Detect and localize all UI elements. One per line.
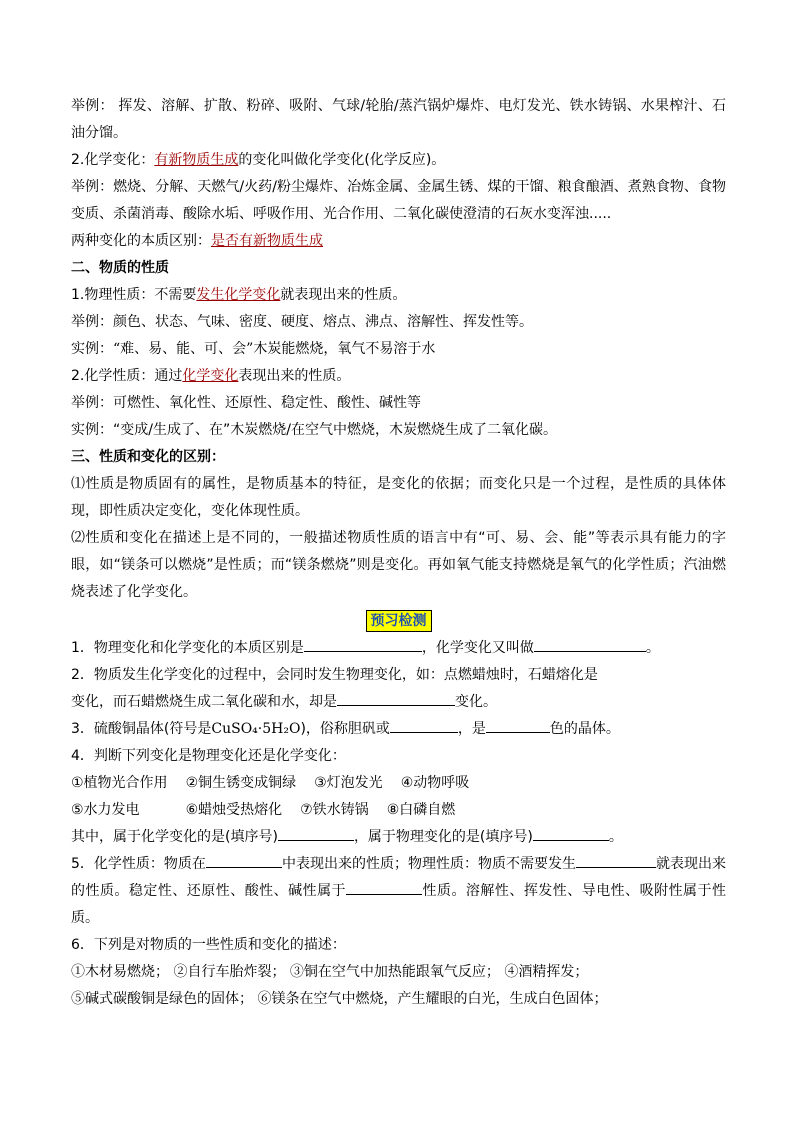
document-content bbox=[71, 93, 726, 1013]
chemical-property-case: 实例：“变成/生成了、在”木炭燃烧/在空气中燃烧，木炭燃烧生成了二氧化碳。 bbox=[71, 422, 557, 438]
text: 1.物理性质：不需要 bbox=[71, 287, 197, 303]
text: 表现出来的性质。 bbox=[238, 368, 351, 384]
item: ⑥镁条在空气中燃烧，产生耀眼的白光，生成白色固体； bbox=[257, 991, 608, 1007]
text: 2．物质发生化学变化的过程中，会同时发生物理变化，如：点燃蜡烛时，石蜡熔化是 bbox=[71, 667, 598, 683]
item: ③铜在空气中加热能跟氧气反应； bbox=[289, 964, 500, 980]
answer-blank[interactable] bbox=[534, 635, 646, 652]
question-3 bbox=[71, 716, 726, 743]
text: 变化。 bbox=[455, 694, 497, 710]
answer-blank[interactable] bbox=[346, 878, 422, 895]
difference-paragraph-1: ⑴性质是物质固有的属性，是物质基本的特征，是变化的依据；而变化只是一个过程，是性质的具体体现，即性质决定变化，变化体现性质。 bbox=[71, 476, 726, 519]
key-phrase: 是否有新物质生成 bbox=[211, 233, 323, 249]
answer-blank[interactable] bbox=[576, 851, 656, 868]
question-6-title: 6．下列是对物质的一些性质和变化的描述： bbox=[71, 937, 346, 953]
preview-check-heading bbox=[71, 606, 726, 635]
physical-property-case: 实例：“难、易、能、可、会”木炭能燃烧，氧气不易溶于水 bbox=[71, 341, 436, 357]
option: ③灯泡发光 bbox=[314, 775, 383, 791]
option: ⑦铁水铸锅 bbox=[300, 802, 369, 818]
text: 中表现出来的性质；物理性质：物质不需要发生 bbox=[281, 856, 576, 872]
question-4-options-row-2 bbox=[71, 797, 726, 824]
text: 性质。溶解性、挥发性、导电性、吸附性属于 bbox=[422, 883, 713, 899]
question-5 bbox=[71, 851, 726, 932]
text: 变化，而石蜡燃烧生成二氧化碳和水，却是 bbox=[71, 694, 337, 710]
text: ，是 bbox=[457, 721, 486, 737]
text: 的变化叫做化学变化(化学反应)。 bbox=[238, 152, 446, 168]
text: ，化学变化又叫做 bbox=[421, 640, 534, 656]
item: ②自行车胎炸裂； bbox=[173, 964, 286, 980]
text: 就表现出来的性质。稳定性、还原性、酸性、碱性属于 bbox=[71, 856, 726, 899]
question-4-title: 4．判断下列变化是物理变化还是化学变化： bbox=[71, 748, 346, 764]
text: 色的晶体。 bbox=[549, 721, 620, 737]
text: )，俗称胆矾或 bbox=[300, 721, 390, 737]
text: 5．化学性质：物质在 bbox=[71, 856, 206, 872]
question-6-items-row-1 bbox=[71, 959, 726, 986]
item: ④酒精挥发； bbox=[504, 964, 589, 980]
question-4-answer-line bbox=[71, 824, 726, 851]
option: ①植物光合作用 bbox=[71, 775, 168, 791]
chemical-change-examples: 举例：燃烧、分解、天燃气/火药/粉尘爆炸、冶炼金属、金属生锈、煤的干馏、粮食酿酒、煮熟食物、食物变质、杀菌消毒、酸除水垢、呼吸作用、光合作用、二氧化碳使澄清的石灰水变浑浊..... bbox=[71, 179, 726, 222]
answer-blank[interactable] bbox=[278, 824, 354, 841]
key-phrase: 发生化学变化 bbox=[196, 287, 281, 303]
section-heading: 三、性质和变化的区别： bbox=[71, 449, 225, 465]
text: 2.化学性质：通过 bbox=[71, 368, 183, 384]
difference-paragraph-2: ⑵性质和变化在描述上是不同的，一般描述物质性质的语言中有“可、易、会、能”等表示具有能力的字眼，如“镁条可以燃烧”是性质；而“镁条燃烧”则是变化。再如氧气能支持燃烧是氧气的化学性质；汽油燃烧表述了化学变化。 bbox=[71, 530, 726, 600]
key-phrase: 化学变化 bbox=[182, 368, 239, 384]
text: 其中，属于化学变化的是(填序号) bbox=[71, 829, 278, 845]
option: ④动物呼吸 bbox=[400, 775, 470, 791]
option: ⑤水力发电 bbox=[71, 802, 140, 818]
text: 性质。 bbox=[71, 883, 727, 926]
chemical-change-definition bbox=[71, 147, 726, 174]
answer-blank[interactable] bbox=[206, 851, 282, 868]
answer-blank[interactable] bbox=[337, 689, 455, 706]
essential-difference bbox=[71, 228, 726, 255]
answer-blank[interactable] bbox=[390, 716, 458, 733]
physical-property-examples: 举例：颜色、状态、气味、密度、硬度、熔点、沸点、溶解性、挥发性等。 bbox=[71, 314, 533, 330]
text: 两种变化的本质区别： bbox=[71, 233, 211, 249]
section-heading: 二、物质的性质 bbox=[71, 260, 169, 276]
answer-blank[interactable] bbox=[486, 716, 550, 733]
text: 就表现出来的性质。 bbox=[280, 287, 407, 303]
chemical-property-examples: 举例：可燃性、氧化性、还原性、稳定性、酸性、碱性等 bbox=[71, 395, 421, 411]
text: ，属于物理变化的是(填序号) bbox=[353, 829, 533, 845]
question-4-options-row-1 bbox=[71, 770, 726, 797]
text: 1．物理变化和化学变化的本质区别是 bbox=[71, 640, 304, 656]
answer-blank[interactable] bbox=[533, 824, 609, 841]
key-phrase: 有新物质生成 bbox=[154, 152, 239, 168]
answer-blank[interactable] bbox=[304, 635, 422, 652]
item: ①木材易燃烧； bbox=[71, 964, 169, 980]
chemical-formula: CuSO₄·5H₂O bbox=[211, 721, 301, 737]
preview-check-badge: 预习检测 bbox=[366, 610, 432, 632]
question-2 bbox=[71, 662, 726, 716]
item: ⑤碱式碳酸铜是绿色的固体； bbox=[71, 991, 253, 1007]
text: 。 bbox=[645, 640, 660, 656]
option: ⑥蜡烛受热熔化 bbox=[185, 802, 283, 818]
text: 2.化学变化： bbox=[71, 152, 155, 168]
text: 3．硫酸铜晶体(符号是 bbox=[71, 721, 212, 737]
option: ②铜生锈变成铜绿 bbox=[185, 775, 297, 791]
physical-property-definition bbox=[71, 282, 726, 309]
text: 。 bbox=[608, 829, 623, 845]
chemical-property-definition bbox=[71, 363, 726, 390]
question-6-items-row-2 bbox=[71, 986, 726, 1013]
physical-change-examples: 举例： 挥发、溶解、扩散、粉碎、吸附、气球/轮胎/蒸汽锅炉爆炸、电灯发光、铁水铸锅、水果榨汁、石油分馏。 bbox=[71, 98, 726, 141]
question-1 bbox=[71, 635, 726, 662]
option: ⑧白磷自燃 bbox=[386, 802, 456, 818]
